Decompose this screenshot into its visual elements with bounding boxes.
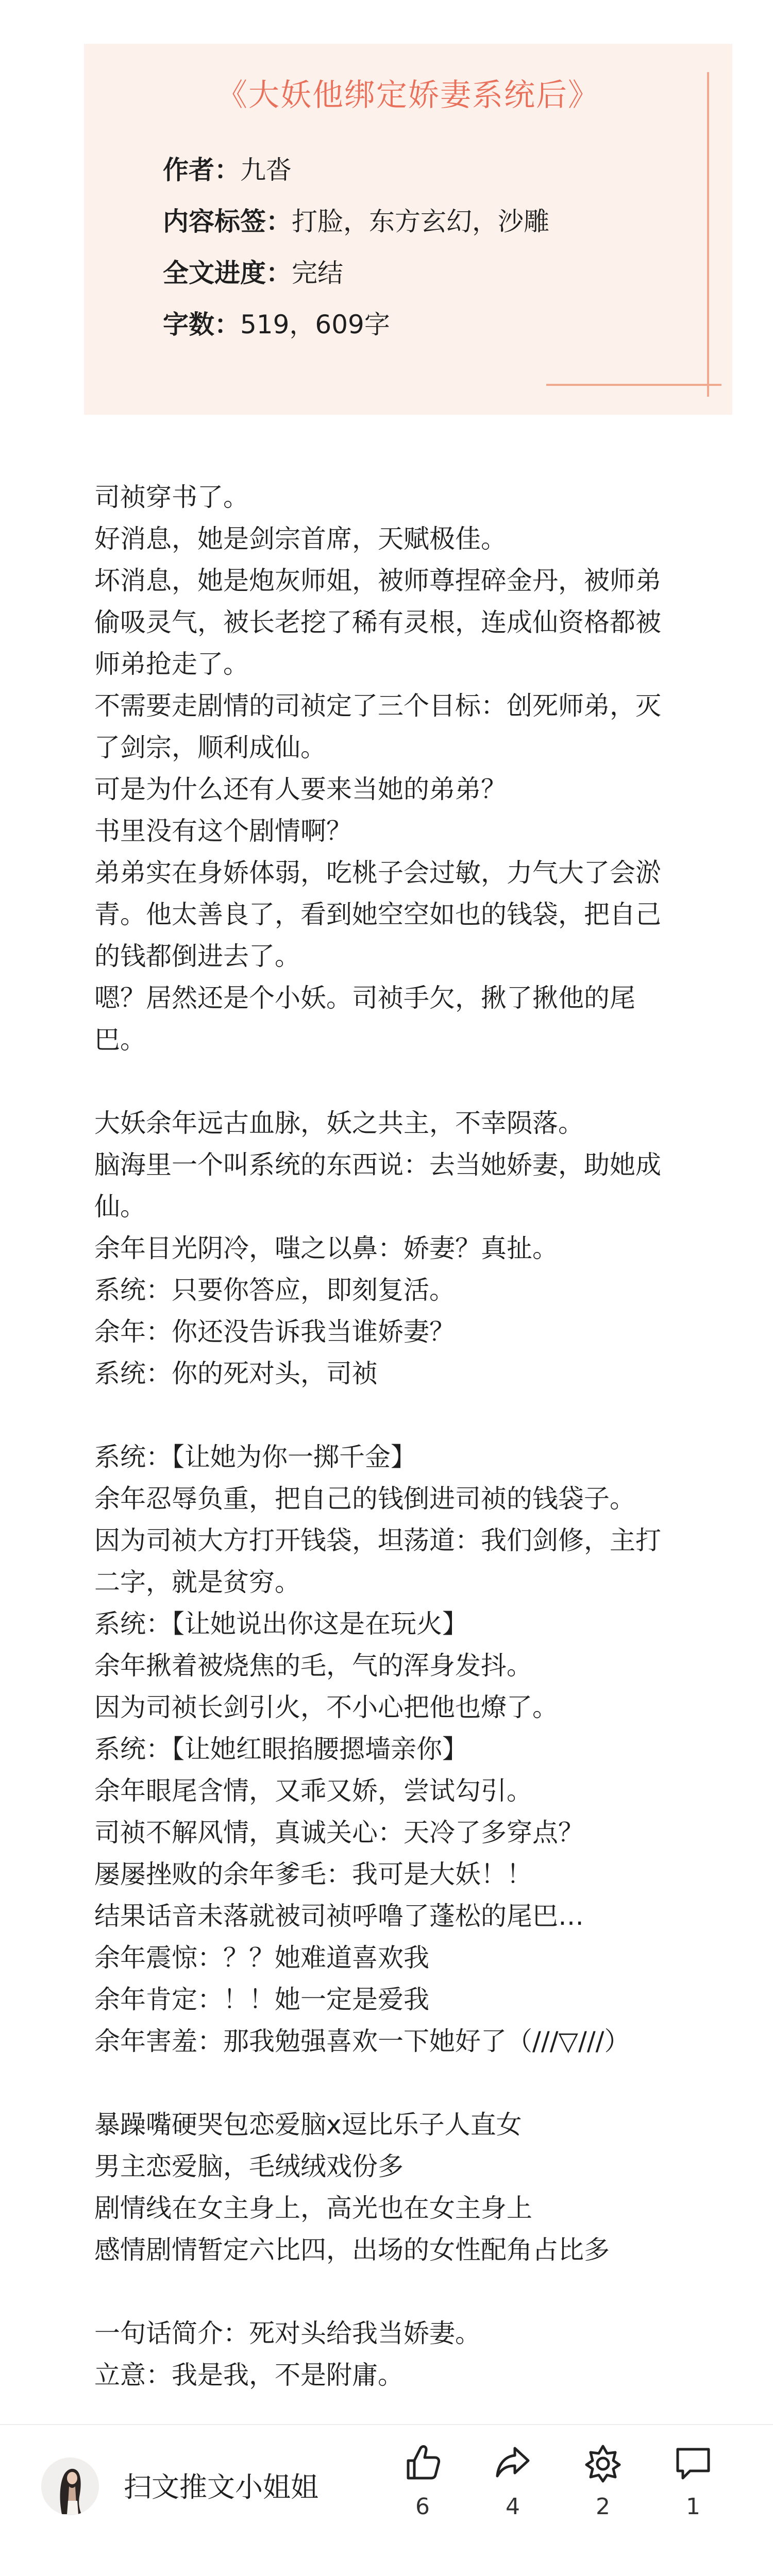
post-body bbox=[94, 477, 679, 2396]
body-paragraph: 余年害羞：那我勉强喜欢一下她好了（///▽///） bbox=[94, 2026, 630, 2056]
paragraph-spacer bbox=[94, 1061, 679, 1103]
author-row bbox=[163, 152, 292, 188]
body-paragraph: 因为司祯大方打开钱袋，坦荡道：我们剑修，主打二字，就是贫穷。 bbox=[94, 1526, 661, 1597]
body-paragraph: 司祯不解风情，真诚关心：天冷了多穿点？ bbox=[94, 1818, 584, 1848]
footer-divider bbox=[0, 2424, 773, 2425]
share-button[interactable] bbox=[479, 2442, 546, 2545]
body-paragraph: 弟弟实在身娇体弱，吃桃子会过敏，力气大了会淤青。他太善良了，看到她空空如也的钱袋，把自己的钱都倒进去了。 bbox=[94, 858, 661, 971]
comment-count: 1 bbox=[686, 2494, 700, 2520]
body-paragraph: 男主恋爱脑，毛绒绒戏份多 bbox=[94, 2151, 404, 2181]
paragraph-spacer bbox=[94, 1395, 679, 1436]
card-decoration-vertical bbox=[707, 72, 709, 397]
body-paragraph: 余年：你还没告诉我当谁娇妻？ bbox=[94, 1317, 455, 1347]
body-paragraph: 屡屡挫败的余年爹毛：我可是大妖！！ bbox=[94, 1859, 532, 1889]
thumbs-up-icon bbox=[402, 2442, 443, 2483]
body-paragraph: 嗯？居然还是个小妖。司祯手欠，揪了揪他的尾巴。 bbox=[94, 983, 635, 1055]
progress-label: 全文进度： bbox=[163, 258, 292, 288]
body-paragraph: 感情剧情暂定六比四，出场的女性配角占比多 bbox=[94, 2235, 610, 2265]
paragraph-spacer bbox=[94, 2062, 679, 2104]
body-paragraph: 系统：【让她红眼掐腰摁墙亲你】 bbox=[94, 1734, 468, 1764]
comment-button[interactable] bbox=[660, 2442, 727, 2545]
author-label: 作者： bbox=[163, 155, 240, 185]
body-paragraph: 好消息，她是剑宗首席，天赋极佳。 bbox=[94, 524, 507, 554]
body-paragraph: 余年忍辱负重，把自己的钱倒进司祯的钱袋子。 bbox=[94, 1484, 635, 1514]
book-title: 《大妖他绑定娇妻系统后》 bbox=[216, 77, 600, 113]
body-paragraph: 系统：【让她说出你这是在玩火】 bbox=[94, 1609, 468, 1639]
body-paragraph: 余年肯定：！！她一定是爱我 bbox=[94, 1985, 429, 2014]
gift-flower-icon bbox=[582, 2442, 624, 2483]
avatar-image-icon bbox=[41, 2458, 99, 2515]
body-paragraph: 余年眼尾含情，又乖又娇，尝试勾引。 bbox=[94, 1776, 532, 1806]
body-paragraph: 一句话简介：死对头给我当娇妻。 bbox=[94, 2318, 481, 2348]
body-paragraph: 书里没有这个剧情啊？ bbox=[94, 816, 352, 846]
share-count: 4 bbox=[506, 2494, 520, 2520]
body-paragraph: 坏消息，她是炮灰师姐，被师尊捏碎金丹，被师弟偷吸灵气，被长老挖了稀有灵根，连成仙资格都被师弟抢走了。 bbox=[94, 566, 661, 679]
body-paragraph: 暴躁嘴硬哭包恋爱脑x逗比乐子人直女 bbox=[94, 2110, 522, 2140]
body-paragraph: 司祯穿书了。 bbox=[94, 482, 249, 512]
card-decoration-horizontal bbox=[546, 384, 721, 386]
body-paragraph: 因为司祯长剑引火，不小心把他也燎了。 bbox=[94, 1692, 558, 1722]
word-count-value: 519，609字 bbox=[240, 310, 390, 340]
body-paragraph: 立意：我是我，不是附庸。 bbox=[94, 2360, 404, 2390]
tags-value: 打脸，东方玄幻，沙雕 bbox=[292, 207, 549, 236]
like-count: 6 bbox=[415, 2494, 430, 2520]
speech-bubble-icon bbox=[673, 2442, 714, 2483]
paragraph-spacer bbox=[94, 2271, 679, 2313]
tags-row bbox=[163, 204, 549, 240]
word-count-label: 字数： bbox=[163, 310, 240, 340]
reward-button[interactable] bbox=[569, 2442, 636, 2545]
body-paragraph: 可是为什么还有人要来当她的弟弟？ bbox=[94, 774, 507, 804]
share-arrow-icon bbox=[492, 2442, 533, 2483]
body-paragraph: 系统：【让她为你一掷千金】 bbox=[94, 1442, 416, 1472]
progress-row bbox=[163, 255, 343, 291]
body-paragraph: 系统：你的死对头，司祯 bbox=[94, 1359, 378, 1388]
body-paragraph: 大妖余年远古血脉，妖之共主，不幸陨落。 bbox=[94, 1108, 584, 1138]
body-paragraph: 余年揪着被烧焦的毛，气的浑身发抖。 bbox=[94, 1651, 532, 1681]
body-paragraph: 脑海里一个叫系统的东西说：去当她娇妻，助她成仙。 bbox=[94, 1150, 661, 1222]
tags-label: 内容标签： bbox=[163, 207, 292, 236]
body-paragraph: 结果话音未落就被司祯呼噜了蓬松的尾巴… bbox=[94, 1901, 584, 1931]
body-paragraph: 余年震惊：？？她难道喜欢我 bbox=[94, 1943, 429, 1973]
progress-value: 完结 bbox=[292, 258, 343, 288]
like-button[interactable] bbox=[389, 2442, 456, 2545]
body-paragraph: 系统：只要你答应，即刻复活。 bbox=[94, 1275, 455, 1305]
word-count-row bbox=[163, 307, 390, 343]
avatar[interactable] bbox=[41, 2458, 99, 2515]
reward-count: 2 bbox=[596, 2494, 610, 2520]
body-paragraph: 余年目光阴冷，嗤之以鼻：娇妻？真扯。 bbox=[94, 1233, 558, 1263]
body-paragraph: 不需要走剧情的司祯定了三个目标：创死师弟，灭了剑宗，顺利成仙。 bbox=[94, 691, 661, 762]
account-name[interactable]: 扫文推文小姐姐 bbox=[124, 2471, 318, 2503]
body-paragraph: 剧情线在女主身上，高光也在女主身上 bbox=[94, 2193, 532, 2223]
author-value: 九沓 bbox=[240, 155, 292, 185]
